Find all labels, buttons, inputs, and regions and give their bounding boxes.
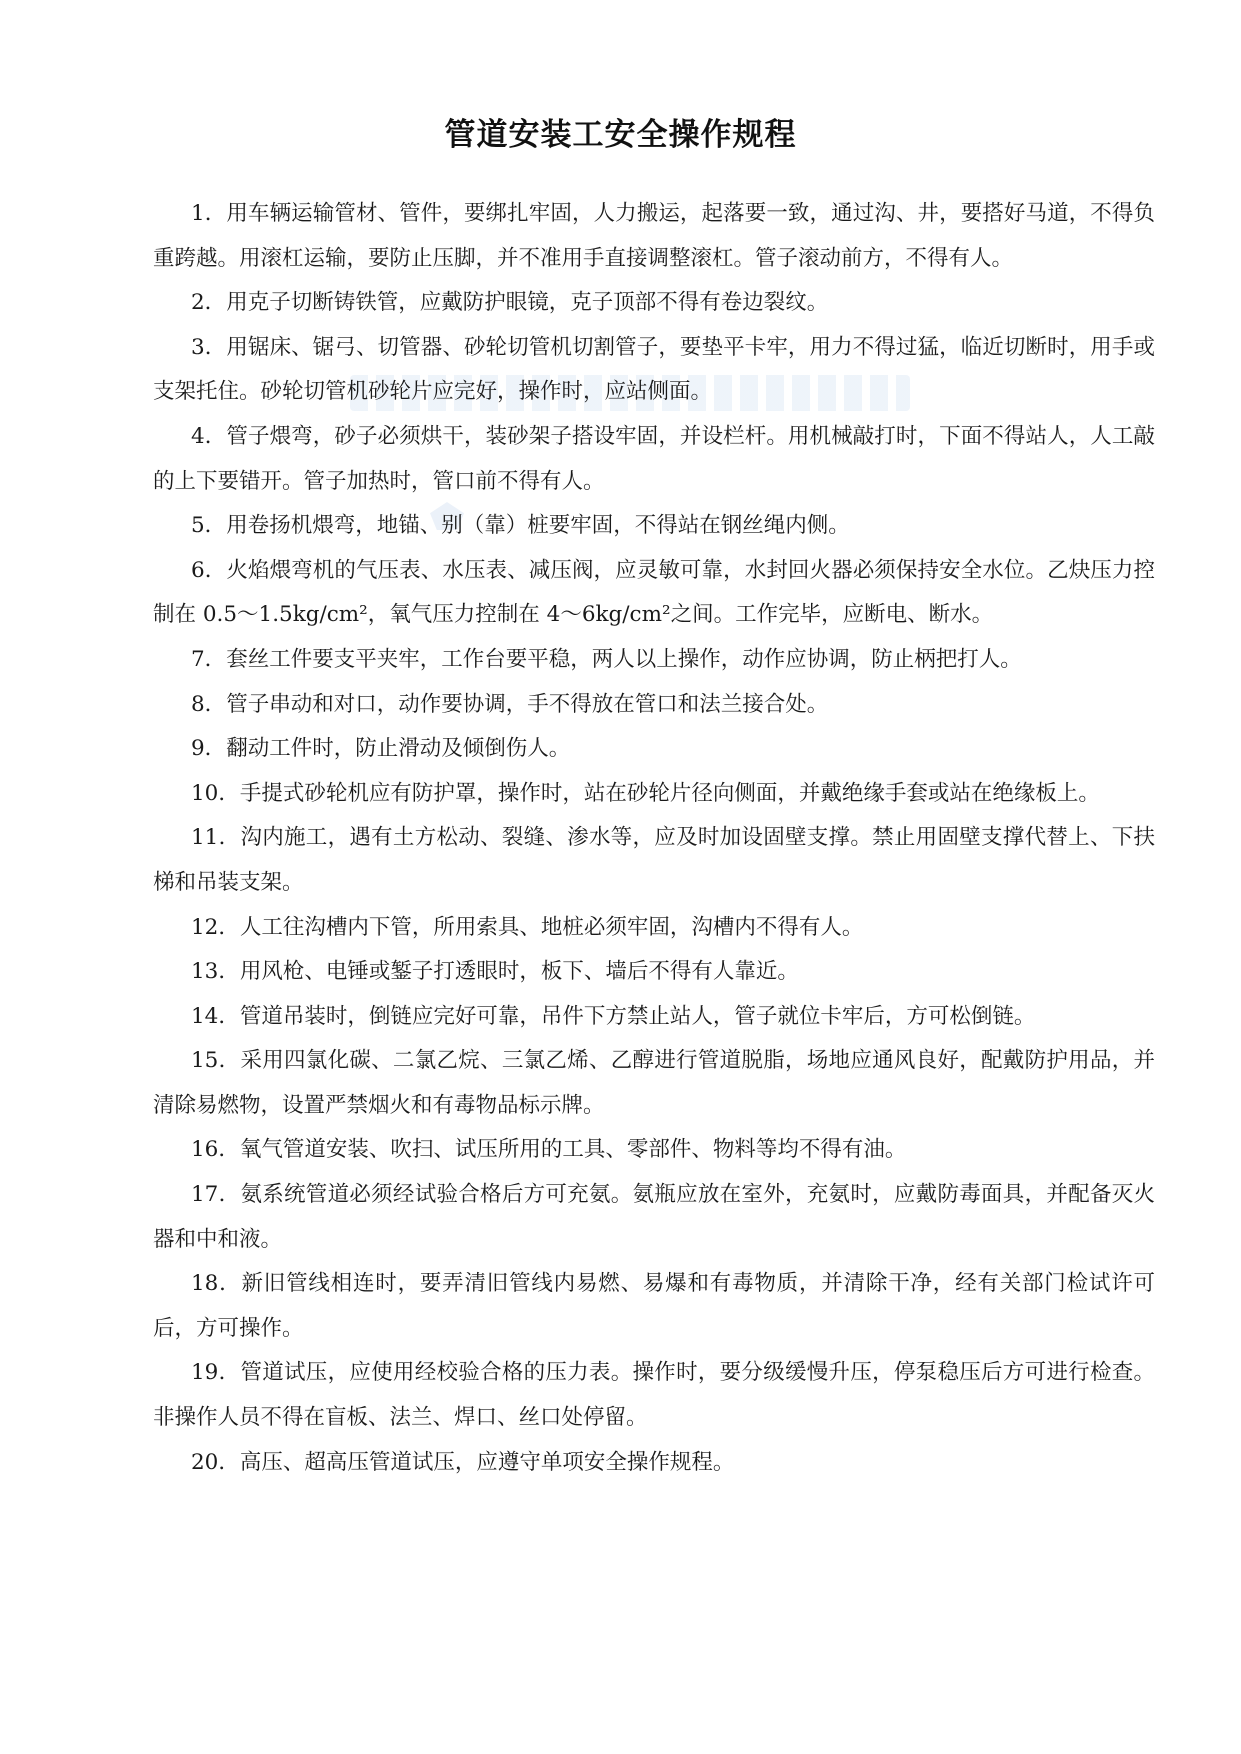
list-item bbox=[153, 950, 1155, 995]
page-title: 管道安装工安全操作规程 bbox=[444, 116, 797, 153]
item-text: 管道吊装时，倒链应完好可靠，吊件下方禁止站人，管子就位卡牢后，方可松倒链。 bbox=[239, 1003, 1036, 1029]
item-text: 用卷扬机煨弯，地锚、别（靠）桩要牢固，不得站在钢丝绳内侧。 bbox=[226, 513, 850, 539]
item-number: 14． bbox=[191, 1003, 240, 1029]
list-item bbox=[153, 1351, 1155, 1440]
item-text: 氧气管道安装、吹扫、试压所用的工具、零部件、物料等均不得有油。 bbox=[239, 1137, 907, 1163]
item-number: 7． bbox=[191, 646, 227, 672]
item-number: 6． bbox=[191, 557, 227, 583]
regulation-list bbox=[153, 192, 1155, 1485]
item-text: 管子煨弯，砂子必须烘干，装砂架子搭设牢固，并设栏杆。用机械敲打时，下面不得站人，人工敲的上下要错开。管子加热时，管口前不得有人。 bbox=[153, 423, 1155, 494]
list-item bbox=[153, 1262, 1155, 1351]
item-text: 手提式砂轮机应有防护罩，操作时，站在砂轮片径向侧面，并戴绝缘手套或站在绝缘板上。 bbox=[239, 780, 1100, 806]
item-number: 5． bbox=[191, 513, 227, 539]
item-text: 管道试压，应使用经校验合格的压力表。操作时，要分级缓慢升压，停泵稳压后方可进行检查。非操作人员不得在盲板、法兰、焊口、丝口处停留。 bbox=[153, 1360, 1156, 1431]
list-item bbox=[153, 638, 1155, 683]
item-number: 16． bbox=[191, 1137, 240, 1163]
list-item bbox=[153, 415, 1155, 504]
item-number: 1． bbox=[191, 201, 227, 226]
item-text: 用车辆运输管材、管件，要绑扎牢固，人力搬运，起落要一致，通过沟、井，要搭好马道，不得负重跨越。用滚杠运输，要防止压脚，并不准用手直接调整滚杠。管子滚动前方，不得有人。 bbox=[153, 201, 1155, 271]
item-number: 19． bbox=[191, 1360, 241, 1386]
item-number: 8． bbox=[191, 691, 227, 717]
list-item bbox=[153, 1173, 1155, 1262]
list-item bbox=[153, 816, 1155, 905]
item-text: 新旧管线相连时，要弄清旧管线内易燃、易爆和有毒物质，并清除干净，经有关部门检试许可后，方可操作。 bbox=[153, 1271, 1155, 1341]
list-item bbox=[153, 281, 1155, 326]
list-item bbox=[153, 995, 1155, 1040]
item-number: 18． bbox=[191, 1271, 242, 1297]
item-number: 15． bbox=[191, 1048, 241, 1074]
list-item bbox=[153, 772, 1155, 817]
list-item bbox=[153, 192, 1155, 281]
item-text: 氨系统管道必须经试验合格后方可充氨。氨瓶应放在室外，充氨时，应戴防毒面具，并配备灭火器和中和液。 bbox=[153, 1182, 1156, 1252]
item-number: 11． bbox=[191, 825, 241, 851]
list-item bbox=[153, 906, 1155, 951]
item-text: 用锯床、锯弓、切管器、砂轮切管机切割管子，要垫平卡牢，用力不得过猛，临近切断时，用手或支架托住。砂轮切管机砂轮片应完好，操作时，应站侧面。 bbox=[153, 334, 1155, 405]
item-number: 10． bbox=[191, 780, 240, 806]
item-text: 火焰煨弯机的气压表、水压表、减压阀，应灵敏可靠，水封回火器必须保持安全水位。乙炔压力控制在 0.5～1.5kg/cm²，氧气压力控制在 4～6kg/cm²之间。工作完毕，应断电、断水。 bbox=[153, 557, 1155, 628]
item-number: 2． bbox=[191, 290, 227, 316]
item-number: 3． bbox=[191, 334, 227, 360]
item-text: 管子串动和对口，动作要协调，手不得放在管口和法兰接合处。 bbox=[226, 691, 829, 717]
item-number: 20． bbox=[191, 1449, 240, 1475]
item-text: 用风枪、电锤或錾子打透眼时，板下、墙后不得有人靠近。 bbox=[239, 959, 799, 985]
list-item bbox=[153, 683, 1155, 728]
item-text: 套丝工件要支平夹牢，工作台要平稳，两人以上操作，动作应协调，防止柄把打人。 bbox=[226, 646, 1022, 672]
list-item bbox=[153, 549, 1155, 638]
item-text: 沟内施工，遇有土方松动、裂缝、渗水等，应及时加设固壁支撑。禁止用固壁支撑代替上、下扶梯和吊装支架。 bbox=[153, 825, 1156, 895]
list-item bbox=[153, 727, 1155, 772]
item-text: 用克子切断铸铁管，应戴防护眼镜，克子顶部不得有卷边裂纹。 bbox=[226, 290, 829, 316]
item-text: 翻动工件时，防止滑动及倾倒伤人。 bbox=[226, 736, 571, 762]
item-number: 13． bbox=[191, 959, 240, 985]
item-number: 9． bbox=[191, 736, 227, 762]
list-item bbox=[153, 504, 1155, 549]
item-number: 17． bbox=[191, 1182, 241, 1208]
list-item bbox=[153, 1039, 1155, 1128]
list-item bbox=[153, 1441, 1155, 1486]
item-text: 人工往沟槽内下管，所用索具、地桩必须牢固，沟槽内不得有人。 bbox=[239, 914, 864, 940]
item-number: 12． bbox=[191, 914, 240, 940]
item-number: 4． bbox=[191, 423, 227, 449]
list-item bbox=[153, 1128, 1155, 1173]
list-item bbox=[153, 326, 1155, 415]
item-text: 高压、超高压管道试压，应遵守单项安全操作规程。 bbox=[239, 1449, 735, 1475]
item-text: 采用四氯化碳、二氯乙烷、三氯乙烯、乙醇进行管道脱脂，场地应通风良好，配戴防护用品，并清除易燃物，设置严禁烟火和有毒物品标示牌。 bbox=[153, 1048, 1156, 1118]
